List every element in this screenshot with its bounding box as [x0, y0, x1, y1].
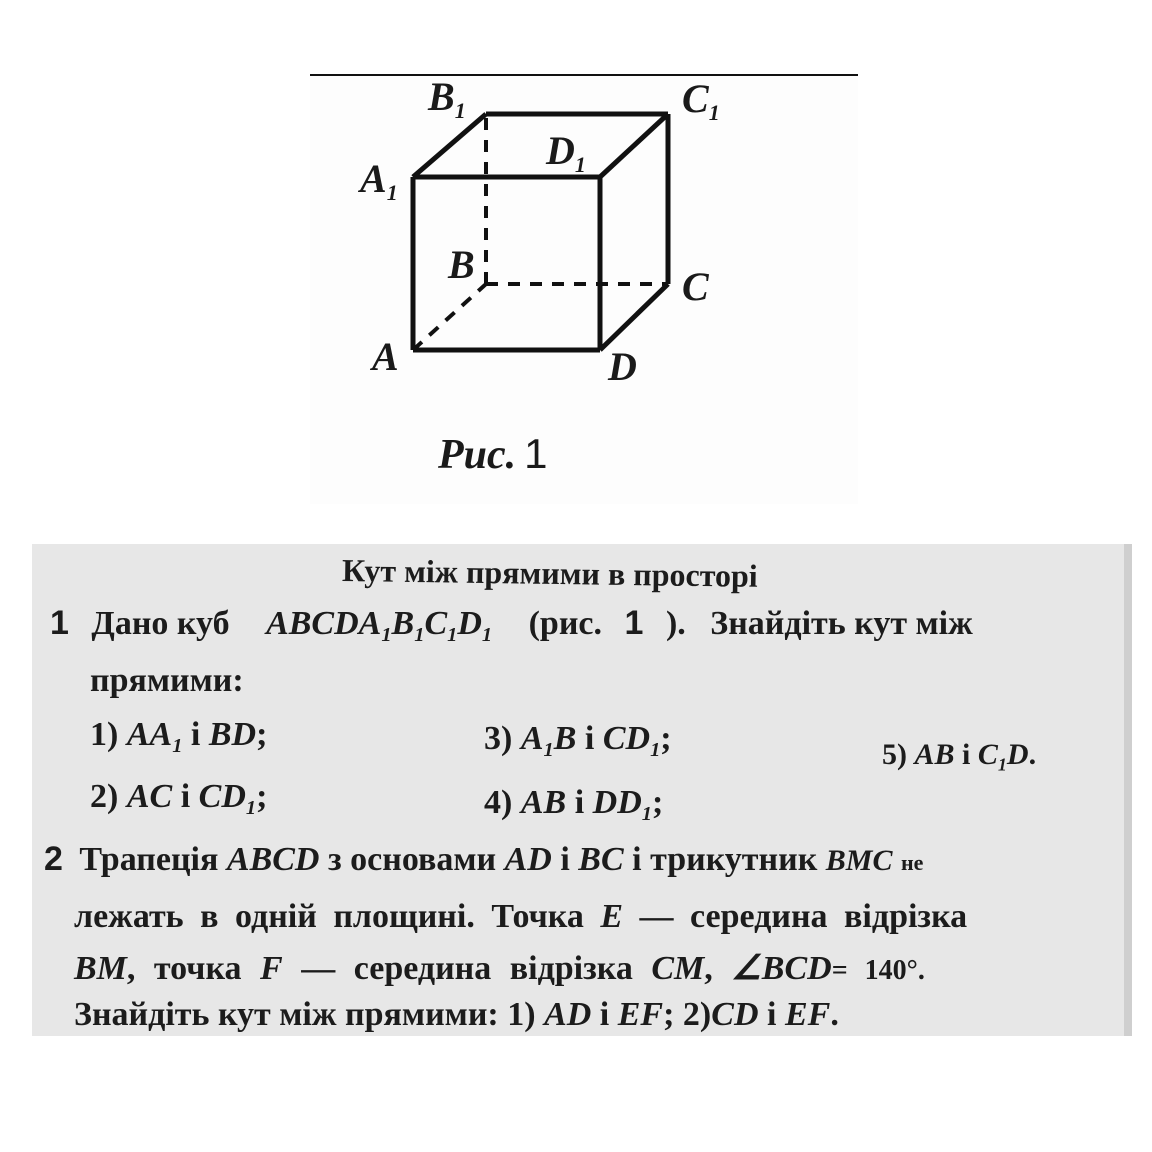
problem2-line4: Знайдіть кут між прямими: 1) AD і EF; 2)CD і EF.	[74, 996, 839, 1033]
problem1-intro: Дано куб	[91, 605, 230, 642]
problem1-item-1: 1) $AA_1$ і BD;	[90, 716, 268, 758]
problem1-marker: 1	[50, 604, 69, 642]
page-edge	[1124, 544, 1132, 1036]
label-A: A	[372, 334, 399, 379]
figure-caption	[438, 430, 548, 479]
edge-D1-C1	[600, 114, 668, 177]
label-D1: $D_1$	[546, 128, 586, 177]
edge-A-B-hidden	[413, 284, 486, 350]
edge-A1-B1	[413, 114, 486, 177]
cube-figure	[310, 74, 858, 424]
label-C: C	[682, 264, 709, 309]
problem1-item-4: 4) AB і $DD_1$;	[484, 784, 664, 826]
problem1-item-3: 3) $A_1B$ і $CD_1$;	[484, 720, 672, 762]
problem2-marker: 2	[44, 840, 63, 878]
problem2-line2: лежать в одній площині. Точка E — середина відрізка	[74, 898, 968, 935]
figure-panel	[310, 74, 858, 504]
textbook-page	[32, 544, 1132, 1036]
figure-ref-close: ).	[665, 605, 686, 642]
problem2-line3: BM, точка F — середина відрізка CM, ∠BCD= 140°.	[74, 950, 925, 987]
figure-ref-number: 1	[624, 604, 644, 642]
caption-label: Рис.	[438, 432, 517, 478]
label-A1: $A_1$	[360, 156, 398, 205]
caption-number: 1	[524, 430, 548, 477]
label-B1: $B_1$	[428, 74, 466, 123]
problem1-find: Знайдіть кут між	[710, 605, 973, 642]
problem1-line2: прямими:	[90, 662, 244, 699]
problem1-item-2: 2) AC і $CD_1$;	[90, 778, 268, 820]
edge-D-C	[600, 284, 668, 350]
figure-ref-open: (рис.	[528, 605, 603, 642]
cube-name: $ABCDA_1B_1C_1D_1$	[266, 605, 493, 647]
label-D: D	[608, 344, 637, 389]
problem1-item-5: 5) AB і $C_1D$.	[882, 738, 1037, 775]
label-B: B	[448, 242, 475, 287]
problem1-line1	[50, 604, 973, 647]
label-C1: $C_1$	[682, 76, 720, 125]
problem2-line1: 2 Трапеція ABCD з основами AD і BC і трикутник BMC не	[44, 840, 924, 878]
section-title: Кут між прямими в просторі	[341, 552, 758, 594]
